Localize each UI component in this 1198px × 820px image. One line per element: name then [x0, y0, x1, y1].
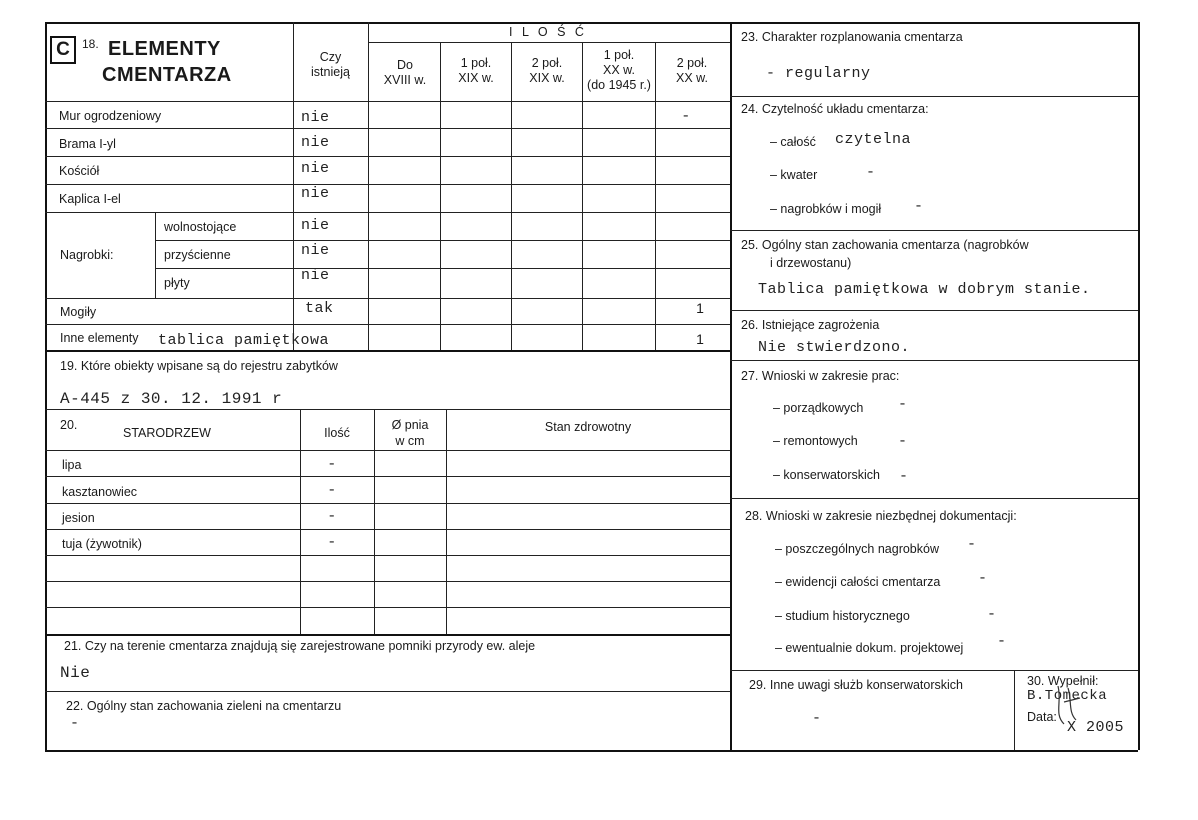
element-label: Inne elementy [60, 331, 139, 345]
q24-item-value: - [914, 198, 924, 215]
q26-answer: Nie stwierdzono. [758, 339, 911, 356]
element-label: Kościół [59, 164, 100, 178]
element-label: wolnostojące [164, 220, 237, 234]
q29-q30-divider [1014, 670, 1015, 750]
q27-bottom [730, 498, 1138, 499]
frame-bottom [45, 750, 1138, 752]
q27-item-label: – konserwatorskich [773, 468, 880, 482]
q27-label: 27. Wnioski w zakresie prac: [741, 369, 900, 383]
element-exists-value: nie [301, 242, 330, 259]
section-letter-box: C [50, 36, 76, 64]
q26-label: 26. Istniejące zagrożenia [741, 318, 880, 332]
period-4-l3: (do 1945 r.) [587, 78, 651, 92]
row-line [155, 240, 730, 241]
period-4-l1: 1 poł. [603, 48, 635, 62]
q27-item-value: - [899, 468, 909, 485]
element-label: przyścienne [164, 248, 231, 262]
row-line [45, 156, 730, 157]
q24-item-label: – nagrobków i mogił [770, 202, 882, 216]
q28-item-label: – ewidencji całości cmentarza [775, 575, 941, 589]
element-last-value: - [681, 108, 691, 125]
tree-name: jesion [62, 511, 95, 525]
frame-left [45, 22, 47, 750]
q27-item-value: - [898, 433, 908, 450]
tree-count: - [327, 456, 337, 473]
q20-col-line [446, 409, 447, 634]
period-2-l1: 1 poł. [460, 56, 492, 70]
q20-row-line [45, 607, 730, 608]
col-period2-left [440, 42, 441, 350]
period-2-l2: XIX w. [458, 71, 494, 85]
q24-item-label: – kwater [770, 168, 818, 182]
q30-name: B.Tomecka [1027, 688, 1108, 704]
element-exists-value: nie [301, 185, 330, 202]
q20-num: 20. [60, 418, 78, 432]
period-3-l1: 2 poł. [531, 56, 563, 70]
q19-answer: A-445 z 30. 12. 1991 r [60, 390, 283, 408]
q28-label: 28. Wnioski w zakresie niezbędnej dokumentacji: [745, 509, 1017, 523]
q22-label: 22. Ogólny stan zachowania zieleni na cmentarzu [66, 699, 342, 713]
istnieja-label: istnieją [311, 65, 350, 79]
q29-label: 29. Inne uwagi służb konserwatorskich [749, 678, 964, 692]
frame-top [45, 22, 1138, 24]
col-period1-left [368, 22, 369, 350]
signature-scribble [1050, 680, 1090, 730]
q24-item-label: – całość [770, 135, 816, 149]
q20-col-ilosc: Ilość [324, 426, 350, 440]
q21-answer: Nie [60, 664, 91, 682]
q27-item-value: - [898, 396, 908, 413]
element-label: Mur ogrodzeniowy [59, 109, 162, 123]
nagrobki-sub-divider [155, 212, 156, 298]
q29-answer: - [812, 710, 822, 727]
q19-label: 19. Które obiekty wpisane są do rejestru zabytków [60, 359, 338, 373]
czy-label: Czy [319, 50, 342, 64]
col-period5-left [655, 42, 656, 350]
element-exists-value: nie [301, 134, 330, 151]
row-line [45, 298, 730, 299]
q20-bottom [45, 634, 730, 636]
q20-col-stan: Stan zdrowotny [544, 420, 632, 434]
q25-label-1: 25. Ogólny stan zachowania cmentarza (nagrobków [741, 238, 1029, 252]
period-1-l2: XVIII w. [383, 73, 427, 87]
q25-answer: Tablica pamiętkowa w dobrym stanie. [758, 281, 1091, 298]
q20-row-line [45, 450, 730, 451]
element-exists-value: nie [301, 267, 330, 284]
section-title-2: CMENTARZA [102, 64, 232, 86]
q30-data-label: Data: [1027, 710, 1057, 724]
q20-row-line [45, 503, 730, 504]
q27-item-label: – porządkowych [773, 401, 864, 415]
ilosc-label: I L O Ś Ć [509, 25, 587, 39]
header-bottom [45, 101, 730, 102]
period-1-l1: Do [397, 58, 413, 72]
q28-item-value: - [997, 633, 1007, 650]
q24-label: 24. Czytelność układu cmentarza: [741, 102, 929, 116]
section-number: 18. [82, 37, 99, 51]
col-exists-left [293, 22, 294, 350]
q20-row-line [45, 581, 730, 582]
q28-item-label: – poszczególnych nagrobków [775, 542, 939, 556]
element-label: Brama I-yl [59, 137, 116, 151]
period-5-l1: 2 poł. [676, 56, 708, 70]
q20-col-pnia-2: w cm [395, 434, 425, 448]
element-last-value: 1 [696, 300, 704, 316]
element-label: Kaplica I-el [59, 192, 121, 206]
element-label: płyty [164, 276, 190, 290]
q25-bottom [730, 310, 1138, 311]
element-exists-value: nie [301, 217, 330, 234]
q24-item-value: - [866, 164, 876, 181]
tree-count: - [327, 534, 337, 551]
q20-row-line [45, 555, 730, 556]
q28-item-value: - [967, 536, 977, 553]
element-exists-value: nie [301, 160, 330, 177]
q20-title: STARODRZEW [123, 426, 211, 440]
row-line [45, 324, 730, 325]
q25-label-2: i drzewostanu) [770, 256, 852, 270]
period-4-l2: XX w. [603, 63, 635, 77]
section-18-bottom [45, 350, 730, 352]
q22-answer: - [70, 715, 80, 732]
row-line [155, 268, 730, 269]
tree-count: - [327, 482, 337, 499]
row-line [45, 184, 730, 185]
row-line [45, 212, 730, 213]
q20-row-line [45, 529, 730, 530]
col-period3-left [511, 42, 512, 350]
frame-right [1138, 22, 1140, 750]
q28-item-label: – studium historycznego [775, 609, 910, 623]
element-label: Mogiły [60, 305, 97, 319]
q30-date: X 2005 [1067, 719, 1125, 736]
element-last-value: 1 [696, 331, 704, 347]
nagrobki-label: Nagrobki: [60, 248, 114, 262]
tree-name: lipa [62, 458, 82, 472]
q23-bottom [730, 96, 1138, 97]
element-exists-value: tak [305, 300, 334, 317]
tree-name: tuja (żywotnik) [62, 537, 142, 551]
q20-col-pnia-1: Ø pnia [391, 418, 429, 432]
q24-bottom [730, 230, 1138, 231]
q30-label: 30. Wypełnił: [1027, 674, 1099, 688]
ilosc-underline [368, 42, 730, 43]
section-title-1: ELEMENTY [108, 38, 221, 60]
period-5-l2: XX w. [676, 71, 708, 85]
element-exists-value: nie [301, 109, 330, 126]
middle-divider [730, 22, 732, 750]
q28-item-label: – ewentualnie dokum. projektowej [775, 641, 964, 655]
q28-bottom [730, 670, 1138, 671]
q20-col-line [374, 409, 375, 634]
period-3-l2: XIX w. [529, 71, 565, 85]
q23-label: 23. Charakter rozplanowania cmentarza [741, 30, 963, 44]
q23-answer: - regularny [766, 65, 871, 82]
q19-bottom [45, 409, 730, 410]
tree-count: - [327, 508, 337, 525]
q28-item-value: - [978, 570, 988, 587]
col-period4-left [582, 42, 583, 350]
q20-row-line [45, 476, 730, 477]
q24-item-value: czytelna [835, 131, 912, 148]
tree-name: kasztanowiec [62, 485, 138, 499]
q21-label: 21. Czy na terenie cmentarza znajdują się zarejestrowane pomniki przyrody ew. aleje [64, 639, 536, 653]
element-exists-value: tablica pamiętkowa [158, 332, 330, 349]
q26-bottom [730, 360, 1138, 361]
q27-item-label: – remontowych [773, 434, 858, 448]
q21-bottom [45, 691, 730, 692]
q28-item-value: - [987, 606, 997, 623]
row-line [45, 128, 730, 129]
